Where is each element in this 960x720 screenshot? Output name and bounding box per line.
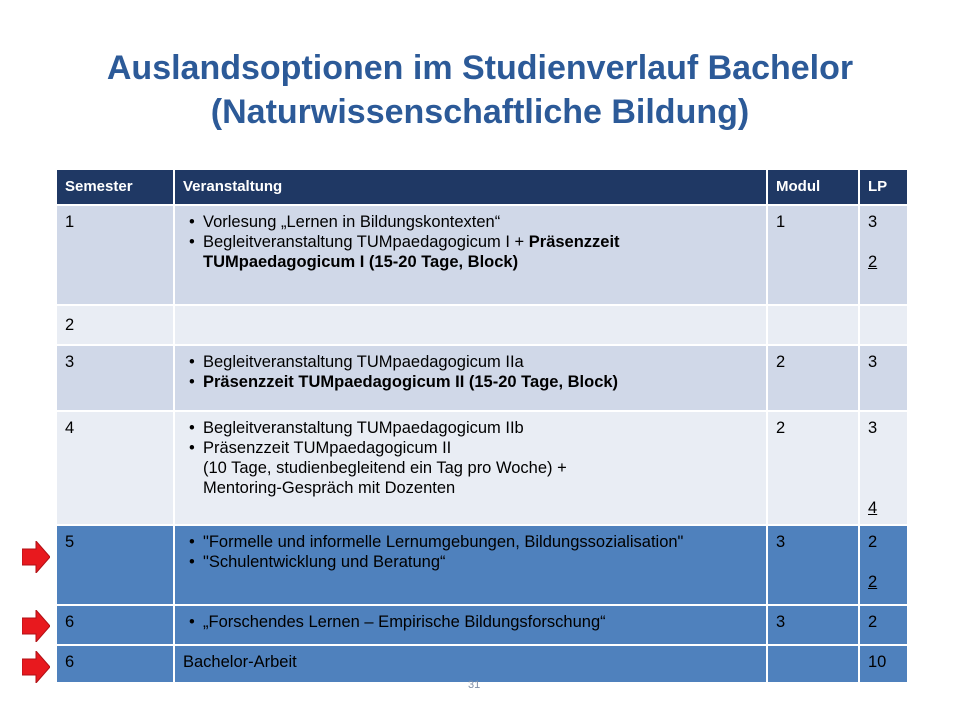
page-number: 31	[468, 679, 481, 691]
title-line-1: Auslandsoptionen im Studienverlauf Bachelor	[106, 49, 854, 87]
cell-modul: 3	[767, 605, 859, 645]
cell-semester: 6	[56, 605, 174, 645]
list-item: • "Formelle und informelle Lernumgebungen, Bildungssozialisation"	[203, 532, 758, 552]
cell-semester: 2	[56, 305, 174, 345]
list-item: • Begleitveranstaltung TUMpaedagogicum IIb	[203, 418, 758, 438]
list-item: • Begleitveranstaltung TUMpaedagogicum I + Präsenzzeit TUMpaedagogicum I (15-20 Tage, Block)	[203, 232, 758, 272]
cell-lp: 3 2	[859, 205, 908, 305]
table-row	[56, 411, 908, 525]
table-row	[56, 345, 908, 411]
table-row	[56, 605, 908, 645]
red-arrow-icon	[22, 541, 50, 573]
cell-modul: 2	[767, 345, 859, 411]
cell-veranstaltung	[174, 525, 767, 605]
list-item: • Präsenzzeit TUMpaedagogicum II (15-20 Tage, Block)	[203, 372, 758, 392]
title-line-2: (Naturwissenschaftliche Bildung)	[210, 93, 750, 131]
cell-lp: 2	[859, 605, 908, 645]
header-veranstaltung: Veranstaltung	[174, 169, 767, 205]
cell-veranstaltung	[174, 205, 767, 305]
study-plan-table	[55, 168, 909, 684]
cell-lp: 10	[859, 645, 908, 683]
list-item: • "Schulentwicklung und Beratung“	[203, 552, 758, 572]
cell-modul	[767, 305, 859, 345]
cell-lp: 2 2	[859, 525, 908, 605]
cell-veranstaltung	[174, 305, 767, 345]
cell-veranstaltung: Bachelor-Arbeit	[174, 645, 767, 683]
header-lp: LP	[859, 169, 908, 205]
cell-lp: 3	[859, 345, 908, 411]
cell-semester: 3	[56, 345, 174, 411]
cell-veranstaltung	[174, 605, 767, 645]
list-item: • Vorlesung „Lernen in Bildungskontexten“	[203, 212, 758, 232]
cell-modul: 1	[767, 205, 859, 305]
cell-veranstaltung	[174, 345, 767, 411]
table-row	[56, 645, 908, 683]
header-semester: Semester	[56, 169, 174, 205]
list-item: • Präsenzzeit TUMpaedagogicum II (10 Tage, studienbegleitend ein Tag pro Woche) + Mentoring-Gespräch mit Dozenten	[203, 438, 758, 498]
red-arrow-icon	[22, 610, 50, 642]
cell-semester: 1	[56, 205, 174, 305]
table-row	[56, 525, 908, 605]
cell-modul: 2	[767, 411, 859, 525]
header-modul: Modul	[767, 169, 859, 205]
cell-semester: 4	[56, 411, 174, 525]
table-header-row	[56, 169, 908, 205]
cell-lp: 3 4	[859, 411, 908, 525]
cell-modul: 3	[767, 525, 859, 605]
cell-modul	[767, 645, 859, 683]
table-row	[56, 305, 908, 345]
list-item: • „Forschendes Lernen – Empirische Bildungsforschung“	[203, 612, 758, 632]
red-arrow-icon	[22, 651, 50, 683]
cell-semester: 6	[56, 645, 174, 683]
slide-title	[0, 46, 960, 134]
cell-semester: 5	[56, 525, 174, 605]
table-row	[56, 205, 908, 305]
cell-lp	[859, 305, 908, 345]
list-item: • Begleitveranstaltung TUMpaedagogicum IIa	[203, 352, 758, 372]
cell-veranstaltung	[174, 411, 767, 525]
